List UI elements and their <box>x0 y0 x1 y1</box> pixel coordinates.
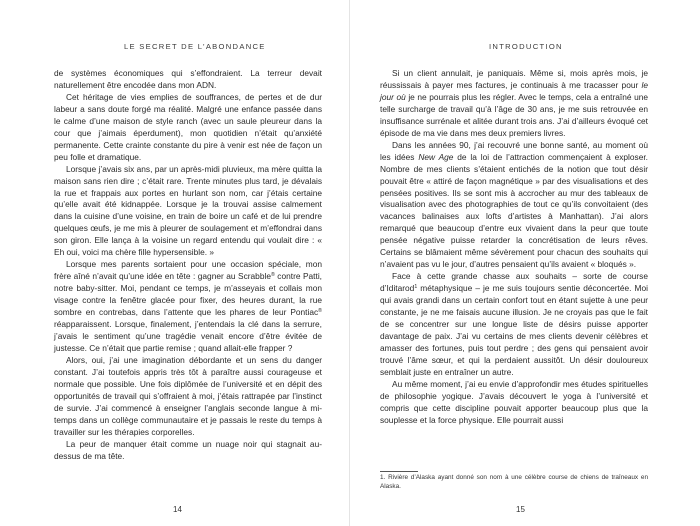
paragraph <box>380 140 648 271</box>
paragraph-part: de la loi de l’attraction commençaient à exploser. Nombre de mes clients s’étaient entichés de la notion que tout désir pouvait être « attiré de façon magnétique » par des visualisations et des pensées positives. Ils se sont mis à accrocher au mur des tableaux de visualisation avec des photographies de tout ce qu’ils convoitaient (des vacances balinaises aux lofts d’artistes à Manhattan). J’ai alors remarqué que beaucoup d’entre eux vivaient dans la peur que toute pensée négative puisse retarder la concrétisation de leurs rêves. Certains se blâmaient même sévèrement pour chacun des souhaits qui n’avaient pas vu le jour, d’autres pensaient qu’ils avaient « bloqués ». <box>380 151 648 270</box>
registered-mark: ® <box>270 272 275 279</box>
paragraph-part: Face à cette grande chasse aux souhaits – sorte de course d’Iditarod <box>380 271 648 294</box>
emphasis: le jour où <box>380 79 648 102</box>
paragraph-part: contre Patti, notre baby-sitter. Moi, pendant ce temps, je m’asseyais et collais mon visage contre la fenêtre glacée pour fixer, des heures durant, la rue sombre en contrebas, dans l’attente que les phares de leur Pontiac <box>54 271 322 318</box>
running-head-right: INTRODUCTION <box>489 42 563 51</box>
page-number-right: 15 <box>516 505 525 514</box>
right-page <box>350 0 700 526</box>
page-number-left: 14 <box>173 505 182 514</box>
paragraph: La peur de manquer était comme un nuage noir qui stagnait au-dessus de ma tête. <box>54 438 322 461</box>
right-body-text <box>380 68 648 427</box>
paragraph: Alors, oui, j’ai une imagination débordante et un sens du danger constant. J’ai toutefois appris très tôt à paraître aussi courageuse et normale que possible. Une fois diplômée de l’université et en dépit des opportunités de travail qui s’offraient à moi, j’étais rattrapée par l’instinct de survie. J’ai commencé à enseigner l’anglais seconde langue à mi-temps dans un collège communautaire et je passais le reste du temps à travailler sur les thérapies corporelles. <box>54 354 322 437</box>
paragraph: Cet héritage de vies emplies de souffrances, de pertes et de dur labeur a sans doute forgé ma réalité. Malgré une enfance passée dans le calme d’une maison de style ranch (avec un saule pleureur dans la cour que j’aimais éperdument), mon quotidien n’était qu’anxiété permanente. Cette crainte constante du pire à venir est née de façon un peu folle et dramatique. <box>54 91 322 162</box>
paragraph-part: Si un client annulait, je paniquais. Même si, mois après mois, je réussissais à payer mes factures, je continuais à me tracasser pour <box>380 68 648 90</box>
paragraph <box>380 271 648 379</box>
paragraph-part: Dans les années 90, j’ai recouvré une bonne santé, au moment où les idées <box>380 139 648 162</box>
footnote-divider <box>380 471 418 472</box>
registered-mark: ® <box>318 308 322 315</box>
paragraph <box>380 68 648 140</box>
running-head-left: LE SECRET DE L’ABONDANCE <box>124 42 266 51</box>
paragraph-part: je ne pourrais plus les régler. Avec le temps, cela a entraîné une telle surcharge de travail qu’à l’âge de 30 ans, je me suis retrouvée en insuffisance surrénale et alitée durant trois ans. J’ai d’ailleurs évoqué cet épisode de ma vie dans mes deux premiers livres. <box>380 91 648 138</box>
paragraph <box>54 259 322 355</box>
paragraph: de systèmes économiques qui s’effondraient. La terreur devait naturellement être encodée dans mon ADN. <box>54 68 322 90</box>
emphasis: New Age <box>418 151 454 162</box>
footnote: 1. Rivière d’Alaska ayant donné son nom à une célèbre course de chiens de traîneaux en Alaska. <box>380 474 648 490</box>
paragraph-part: métaphysique – je me suis toujours sentie déconcertée. Moi qui avais grandi dans un certain confort tout en étant sujette à une peur constante, je ne me faisais aucune illusion. Je ne croyais pas que le fait de se concentrer sur une longue liste de désirs puisse apporter davantage de paix. J’ai vu certains de mes clients devenir célèbres et amasser des fortunes, puis tout perdre ; des gens qui pensaient avoir trouvé l’âme sœur, et qui la perdaient aussitôt. Un désir douloureux semblait juste en entraîner un autre. <box>380 283 648 377</box>
paragraph: Lorsque j’avais six ans, par un après-midi pluvieux, ma mère quitta la maison sans rien dire ; c’était rare. Trente minutes plus tard, je dévalais la rue et frappais aux portes en hurlant son nom, car j’étais certaine qu’elle avait été kidnappée. Lorsque je la trouvai assise calmement dans la cuisine d’une voisine, en train de boire un café et de lui prendre quelques œufs, je me mis à pleurer de soulagement et m’effondrai dans son giron. Elle lança à la voisine un regard entendu qui voulait dire : « Eh oui, voici ma chère fille hypersensible. » <box>54 163 322 258</box>
paragraph-part: réapparaissent. Lorsque, finalement, j’entendais la clé dans la serrure, j’avais le sentiment qu’une tragédie venait encore d’être évitée de justesse. Ce n’était que partie remise ; quand allait-elle frapper ? <box>54 319 322 353</box>
left-body-text <box>54 68 322 462</box>
paragraph: Au même moment, j’ai eu envie d’approfondir mes études spirituelles de philosophie yogique. J’avais découvert le yoga à l’université et compris que cette discipline pouvait apporter beaucoup plus que la souplesse et la force physique. Elle pourrait aussi <box>380 378 648 425</box>
footnote-reference[interactable]: 1 <box>414 284 418 291</box>
paragraph-part: Lorsque mes parents sortaient pour une occasion spéciale, mon frère aîné n’avait qu’une idée en tête : gagner au Scrabble <box>54 259 322 282</box>
